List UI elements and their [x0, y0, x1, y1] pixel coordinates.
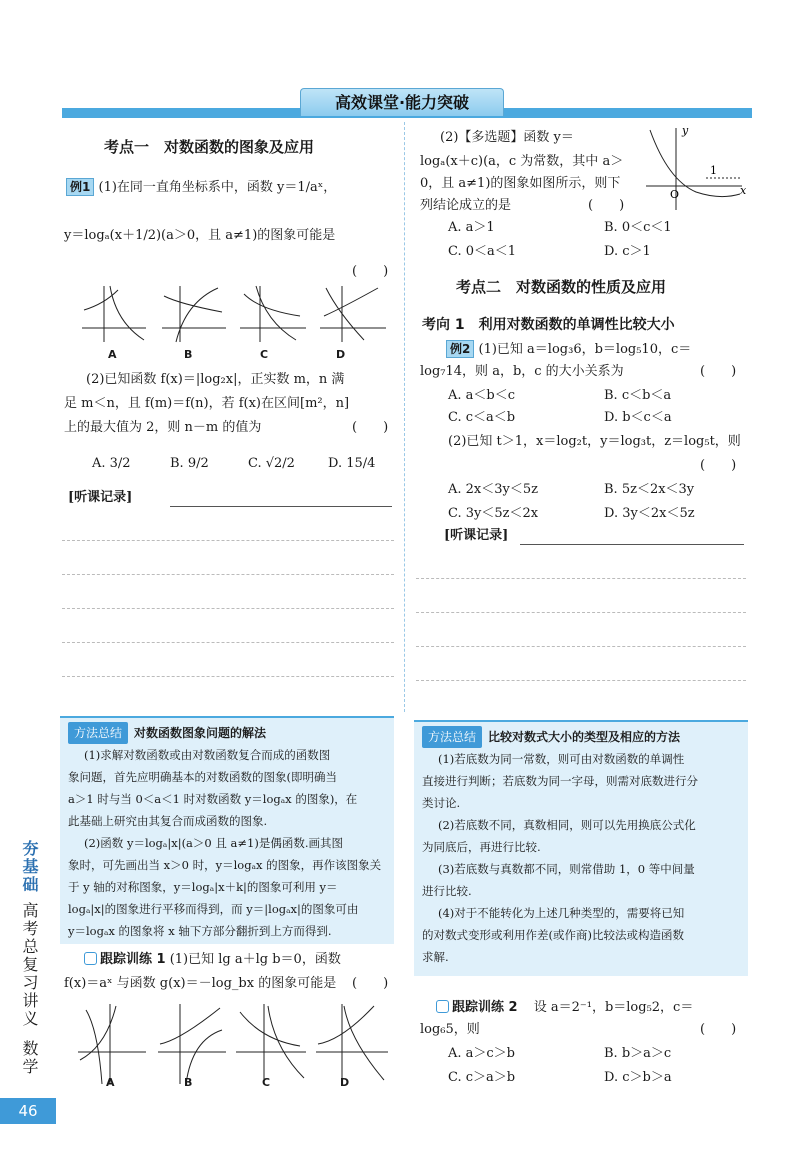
note-line — [62, 540, 394, 541]
right-method-line: (4)对于不能转化为上述几种类型的，需要将已知 — [438, 906, 685, 920]
example2-part2-bracket: ( ) — [700, 458, 737, 473]
example2-part2-option-b: B. 5z＜2x＜3y — [604, 482, 695, 497]
left-method-line: logₐ|x|的图象进行平移而得到，而 y＝|logₐx|的图象可由 — [68, 902, 359, 916]
track1-tag: 跟踪训练 1 — [100, 952, 166, 967]
example2-line2: log₇14，则 a，b，c 的大小关系为 — [420, 364, 624, 379]
example1-part2-line3: 上的最大值为 2，则 n－m 的值为 — [64, 420, 262, 435]
example2-line1 — [446, 340, 691, 360]
track1-label-b: B — [184, 1076, 193, 1089]
track1-line2: f(x)＝aˣ 与函数 g(x)＝－log_bx 的图象可能是 — [64, 976, 337, 991]
note-line — [416, 646, 746, 647]
right-method-line: 的对数式变形或利用作差(或作商)比较法或构造函数 — [422, 928, 684, 942]
right-method-line: (2)若底数不同，真数相同，则可以先用换底公式化 — [438, 818, 696, 832]
example1-option-a: A. 3/2 — [92, 456, 131, 471]
track1-graph-b — [158, 1004, 226, 1084]
left-method-title: 对数函数图象问题的解法 — [134, 726, 267, 740]
left-notes-label: [听课记录] — [68, 490, 133, 505]
track1-graph-a — [78, 1004, 146, 1084]
left-method-line: 象问题，首先应明确基本的对数函数的图象(即明确当 — [68, 770, 337, 784]
track1-graph-c — [236, 1004, 306, 1084]
track2-option-b: B. b＞a＞c — [604, 1046, 672, 1061]
example1-line1 — [66, 178, 336, 198]
page-number: 46 — [0, 1098, 56, 1124]
track1-text1: (1)已知 lg a＋lg b＝0，函数 — [169, 952, 341, 967]
right-graph-one: 1 — [710, 164, 717, 177]
right-method-line: 进行比较. — [422, 884, 472, 898]
example2-tag: 例2 — [446, 340, 474, 358]
track1-bracket: ( ) — [352, 976, 389, 991]
right-p2-option-c: C. 0＜a＜1 — [448, 244, 517, 259]
track2-bracket: ( ) — [700, 1022, 737, 1037]
graph-label-d: D — [336, 348, 346, 361]
example2-option-d: D. b＜c＜a — [604, 410, 672, 425]
right-method-line: 求解. — [422, 950, 449, 964]
right-method-title: 比较对数式大小的类型及相应的方法 — [488, 730, 681, 744]
graph-d — [320, 286, 386, 342]
track2-option-c: C. c＞a＞b — [448, 1070, 516, 1085]
right-method-line: (3)若底数与真数都不同，则常借助 1，0 等中间量 — [438, 862, 695, 876]
side-bar — [0, 840, 56, 1100]
example2-bracket: ( ) — [700, 364, 737, 379]
right-part2-line2: logₐ(x＋c)(a，c 为常数，其中 a＞ — [420, 154, 624, 169]
left-method-line: 象时，可先画出当 x＞0 时，y＝logₐx 的图象，再作该图象关 — [68, 858, 382, 872]
example1-tag: 例1 — [66, 178, 94, 196]
graph-label-a: A — [108, 348, 117, 361]
right-p2-option-d: D. c＞1 — [604, 244, 651, 259]
page-header-title: 高效课堂·能力突破 — [300, 88, 504, 116]
track2-line2: log₆5，则 — [420, 1022, 480, 1037]
example1-option-b: B. 9/2 — [170, 456, 209, 471]
example2-option-a: A. a＜b＜c — [448, 388, 516, 403]
brand-text: 夯基础 — [20, 840, 39, 894]
right-p2-option-b: B. 0＜c＜1 — [604, 220, 672, 235]
right-notes-rule — [520, 544, 744, 545]
example1-text1: (1)在同一直角坐标系中，函数 y＝1/aˣ， — [98, 180, 337, 195]
graph-label-c: C — [260, 348, 269, 361]
example2-part2-option-a: A. 2x＜3y＜5z — [448, 482, 538, 497]
track1-line1 — [84, 950, 341, 970]
note-line — [416, 680, 746, 681]
example1-option-d: D. 15/4 — [328, 456, 376, 471]
example2-text1: (1)已知 a＝log₃6，b＝log₅10，c＝ — [478, 342, 692, 357]
right-method-line: (1)若底数为同一常数，则可由对数函数的单调性 — [438, 752, 685, 766]
right-method-line: 为同底后，再进行比较. — [422, 840, 541, 854]
example1-part2-line1: (2)已知函数 f(x)＝|log₂x|，正实数 m，n 满 — [86, 372, 345, 387]
left-method-line: a＞1 时与当 0＜a＜1 时对数函数 y＝logₐx 的图象)，在 — [68, 792, 358, 806]
left-method-line: y＝logₐx 的图象将 x 轴下方部分翻折到上方而得到. — [68, 924, 332, 938]
right-method-tag: 方法总结 — [422, 726, 482, 748]
right-part2-bracket: ( ) — [588, 198, 625, 213]
track2-option-a: A. a＞c＞b — [448, 1046, 516, 1061]
section2-title: 考点二 对数函数的性质及应用 — [456, 278, 667, 296]
track1-label-d: D — [340, 1076, 350, 1089]
example2-part2-line1: (2)已知 t＞1，x＝log₂t，y＝log₃t，z＝log₅t，则 — [448, 434, 741, 449]
track1-label-a: A — [106, 1076, 115, 1089]
note-line — [62, 574, 394, 575]
section1-title: 考点一 对数函数的图象及应用 — [104, 138, 315, 156]
example1-option-c: C. √2/2 — [248, 456, 295, 471]
left-method-tag: 方法总结 — [68, 722, 128, 744]
note-line — [416, 612, 746, 613]
track1-label-c: C — [262, 1076, 271, 1089]
right-notes-label: [听课记录] — [444, 528, 509, 543]
right-method-box — [414, 720, 748, 976]
left-method-line: (2)函数 y＝logₐ|x|(a＞0 且 a≠1)是偶函数.画其图 — [84, 836, 343, 850]
pencil-icon — [436, 1000, 449, 1013]
note-line — [62, 642, 394, 643]
right-graph-origin: O — [670, 188, 680, 201]
example2-option-c: C. c＜a＜b — [448, 410, 516, 425]
pencil-icon — [84, 952, 97, 965]
right-part2-line4: 列结论成立的是 — [420, 198, 512, 213]
right-p2-option-a: A. a＞1 — [448, 220, 495, 235]
example1-part2-bracket: ( ) — [352, 420, 389, 435]
note-line — [62, 676, 394, 677]
track2-option-d: D. c＞b＞a — [604, 1070, 672, 1085]
left-method-header — [68, 722, 386, 744]
column-divider — [404, 122, 405, 712]
track1-graph-d — [316, 1004, 388, 1084]
left-method-line: 于 y 轴的对称图象，y＝logₐ|x＋k|的图象可利用 y＝ — [68, 880, 338, 894]
track2-tag: 跟踪训练 2 — [452, 1000, 518, 1015]
example1-part2-line2: 足 m＜n，且 f(m)＝f(n)，若 f(x)在区间[m²，n] — [64, 396, 350, 411]
example2-part2-option-d: D. 3y＜2x＜5z — [604, 506, 695, 521]
subsection1-title: 考向 1 利用对数函数的单调性比较大小 — [422, 317, 675, 333]
graph-label-b: B — [184, 348, 193, 361]
note-line — [416, 578, 746, 579]
right-part2-line3: 0，且 a≠1)的图象如图所示，则下 — [420, 176, 621, 191]
subject-text: 数学 — [20, 1040, 39, 1076]
note-line — [62, 608, 394, 609]
track2-text1: 设 a＝2⁻¹，b＝log₅2，c＝ — [533, 1000, 694, 1015]
graph-c — [240, 286, 306, 342]
right-log-graph — [640, 122, 750, 214]
right-graph-x: x — [740, 184, 747, 197]
left-notes-rule — [170, 506, 392, 507]
graph-a — [82, 286, 146, 342]
left-method-line: 此基础上研究由其复合而成函数的图象. — [68, 814, 268, 828]
graph-b — [162, 286, 226, 342]
track2-line1 — [436, 998, 693, 1018]
right-graph-y: y — [682, 124, 689, 137]
left-method-box — [60, 716, 394, 944]
example1-line2: y＝logₐ(x＋1/2)(a＞0，且 a≠1)的图象可能是 — [64, 228, 336, 243]
left-method-line: (1)求解对数函数或由对数函数复合而成的函数图 — [84, 748, 331, 762]
right-part2-line1: (2)【多选题】函数 y＝ — [440, 130, 574, 145]
right-method-line: 类讨论. — [422, 796, 461, 810]
right-method-header — [422, 726, 740, 748]
example1-bracket: ( ) — [352, 264, 389, 279]
example2-part2-option-c: C. 3y＜5z＜2x — [448, 506, 539, 521]
example2-option-b: B. c＜b＜a — [604, 388, 672, 403]
right-method-line: 直接进行判断；若底数为同一字母，则需对底数进行分 — [422, 774, 698, 788]
series-text: 高考总复习讲义 — [20, 902, 39, 1028]
